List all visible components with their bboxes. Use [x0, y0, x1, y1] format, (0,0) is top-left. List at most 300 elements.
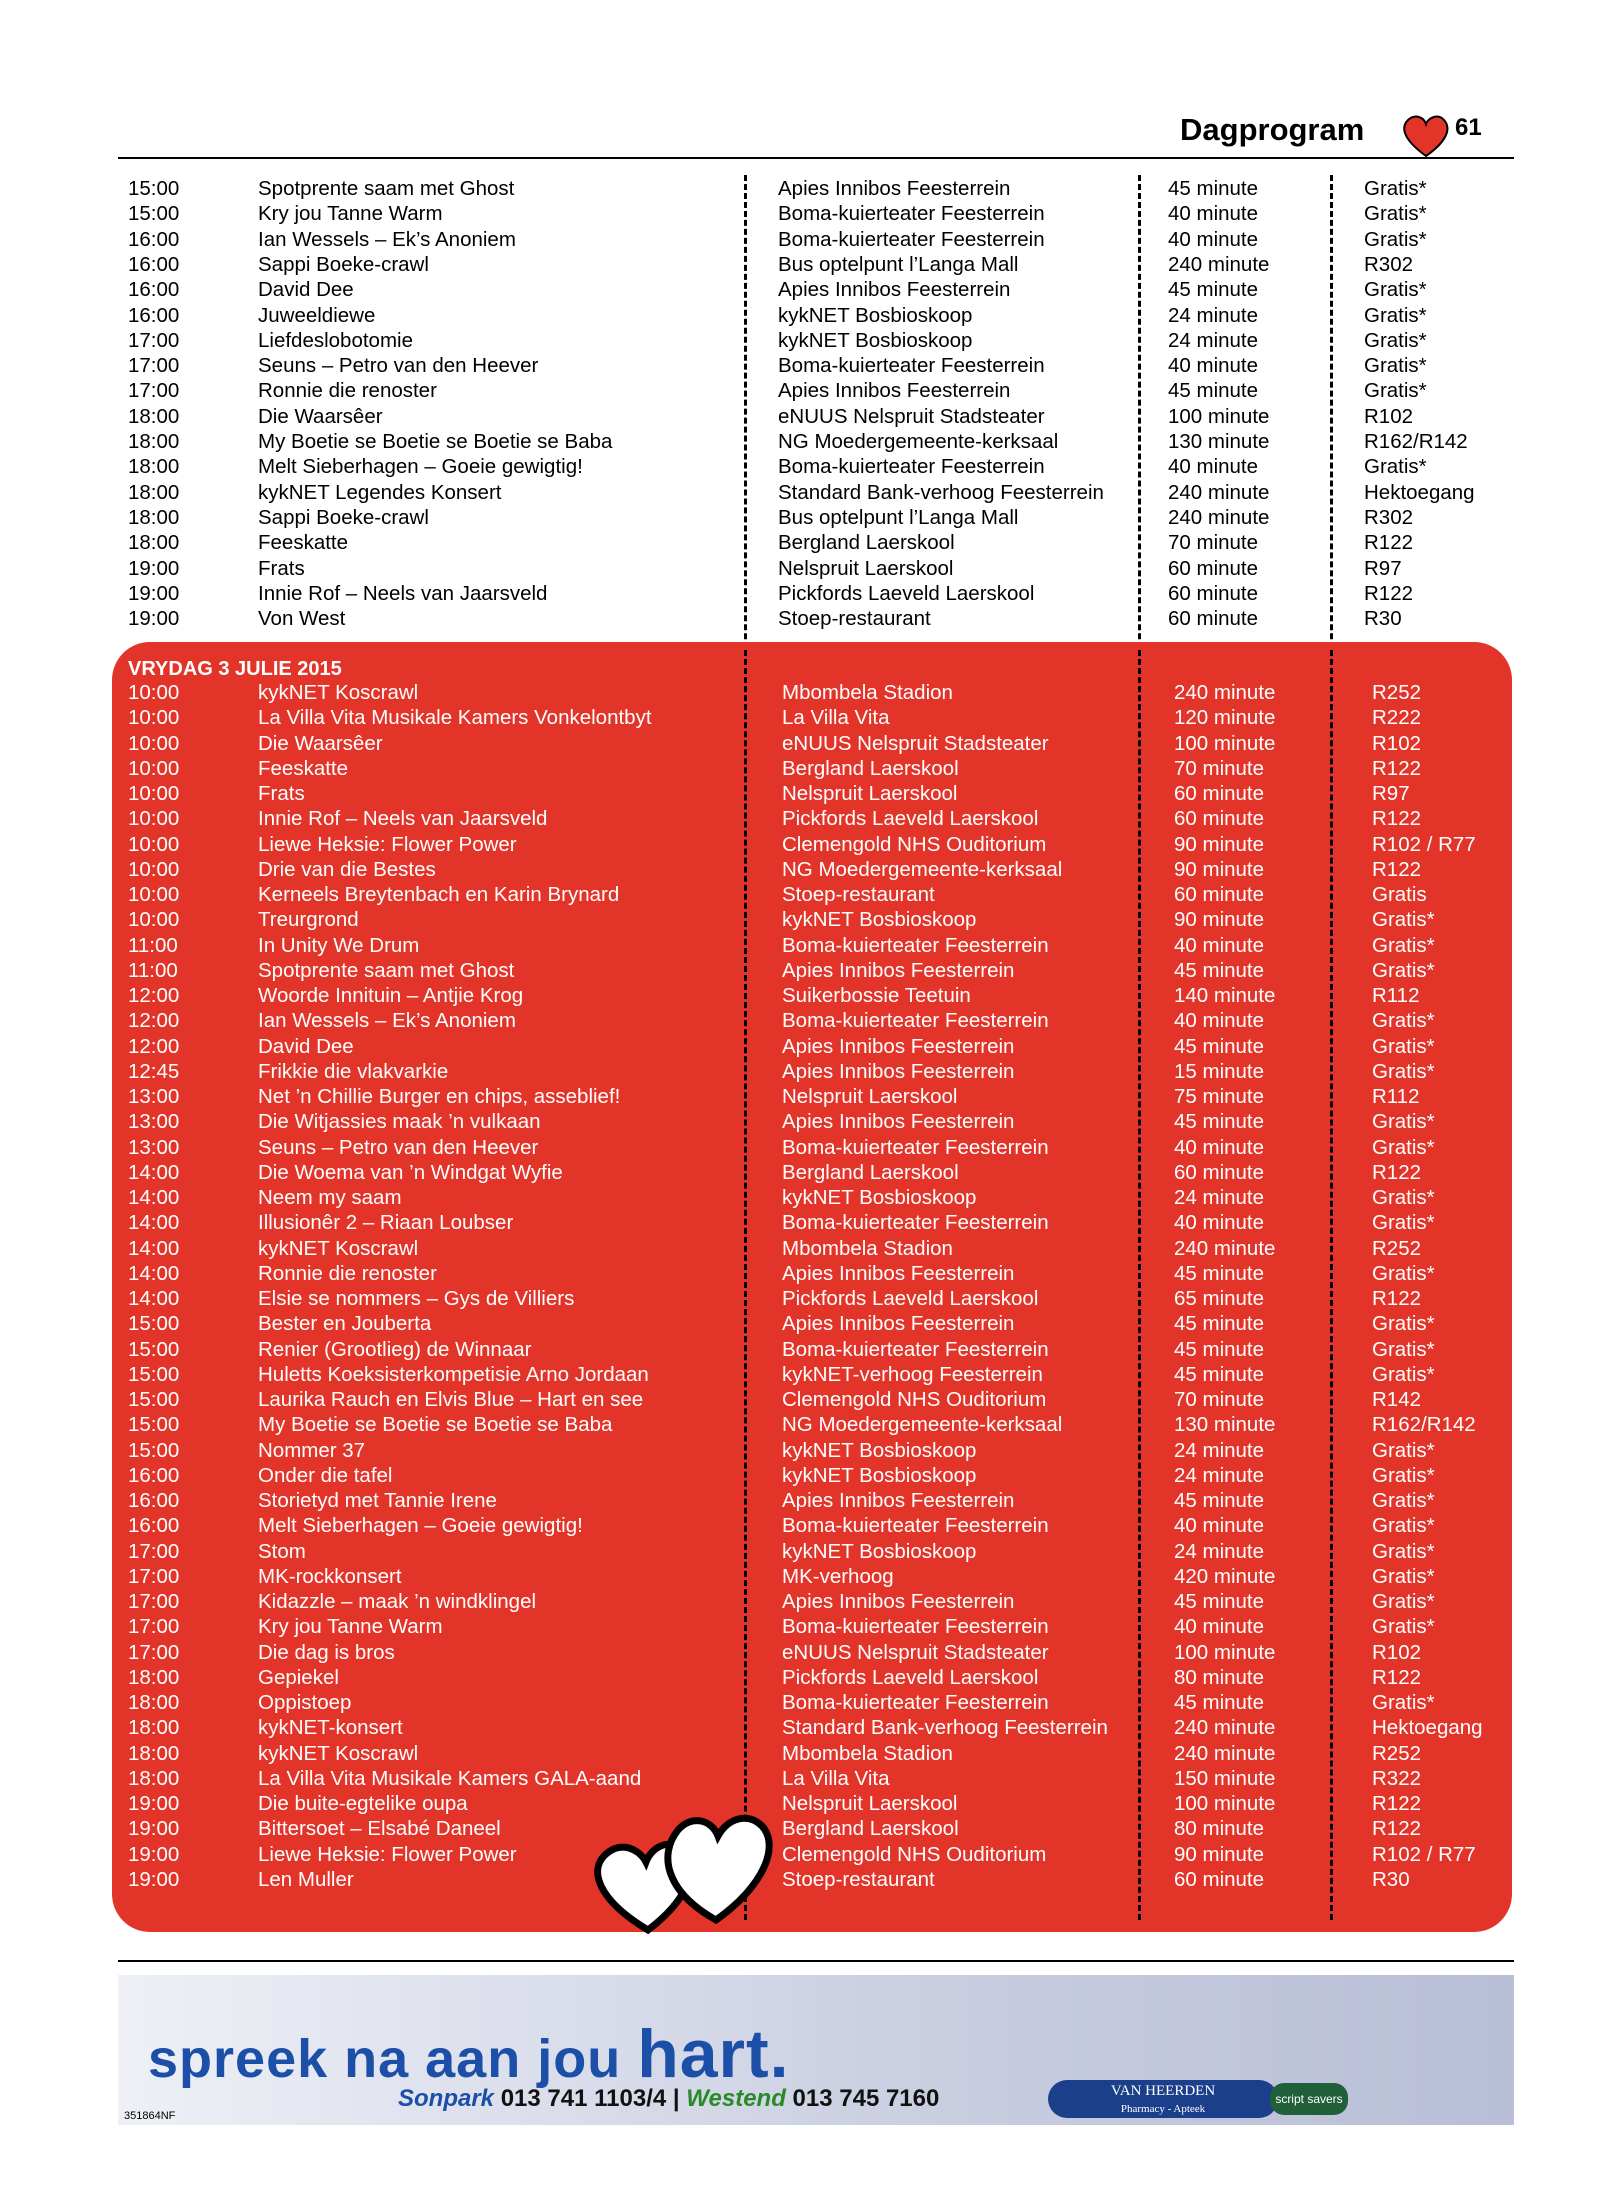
- duration-cell: 80 minute: [1174, 1817, 1265, 1841]
- time-cell: 19:00: [128, 556, 180, 580]
- time-cell: 14:00: [128, 1186, 180, 1209]
- divider-2-red: [1138, 650, 1141, 1920]
- duration-cell: 15 minute: [1174, 1059, 1265, 1083]
- event-cell: kykNET Koscrawl: [258, 1236, 419, 1260]
- schedule-row: [112, 1488, 1614, 1513]
- time-cell: 19:00: [128, 607, 180, 631]
- advertisement-banner: [118, 1975, 1514, 2125]
- event-cell: Frats: [258, 556, 305, 580]
- venue-cell: Clemengold NHS Ouditorium: [782, 832, 1047, 856]
- price-cell: R122: [1372, 1287, 1422, 1310]
- price-cell: Gratis*: [1372, 1312, 1435, 1336]
- schedule-row: [0, 303, 1614, 328]
- venue-cell: kykNET-verhoog Feesterrein: [782, 1362, 1043, 1386]
- event-cell: Feeskatte: [258, 756, 349, 780]
- ad-phones: Sonpark 013 741 1103/4 | Westend 013 745 7160: [398, 2085, 940, 2112]
- venue-cell: Mbombela Stadion: [782, 1236, 953, 1260]
- price-cell: Hektoegang: [1372, 1716, 1483, 1740]
- duration-cell: 60 minute: [1174, 1867, 1265, 1891]
- schedule-row: [112, 1614, 1614, 1639]
- duration-cell: 40 minute: [1174, 1135, 1265, 1159]
- venue-cell: Boma-kuierteater Feesterrein: [782, 1211, 1049, 1235]
- time-cell: 13:00: [128, 1135, 180, 1159]
- schedule-row: [112, 1589, 1614, 1614]
- event-cell: Gepiekel: [258, 1665, 339, 1689]
- hearts-decoration-icon: [588, 1800, 788, 1940]
- event-cell: Innie Rof – Neels van Jaarsveld: [258, 581, 548, 605]
- event-cell: Kry jou Tanne Warm: [258, 1615, 443, 1639]
- time-cell: 15:00: [128, 1388, 180, 1411]
- duration-cell: 90 minute: [1174, 857, 1265, 881]
- time-cell: 17:00: [128, 354, 180, 378]
- time-cell: 10:00: [128, 832, 180, 856]
- price-cell: Gratis*: [1364, 455, 1427, 479]
- page-header: [1180, 104, 1520, 164]
- price-cell: Gratis*: [1372, 1034, 1435, 1058]
- schedule-row: [112, 1311, 1614, 1336]
- time-cell: 18:00: [128, 480, 180, 504]
- schedule-row: [0, 454, 1614, 479]
- duration-cell: 150 minute: [1174, 1766, 1276, 1790]
- event-cell: Ronnie die renoster: [258, 1261, 437, 1285]
- price-cell: Gratis*: [1372, 1186, 1435, 1209]
- price-cell: Gratis*: [1364, 278, 1427, 302]
- schedule-row: [112, 1387, 1614, 1412]
- duration-cell: 60 minute: [1168, 581, 1259, 605]
- venue-cell: Pickfords Laeveld Laerskool: [782, 1665, 1039, 1689]
- event-cell: Neem my saam: [258, 1186, 402, 1209]
- duration-cell: 100 minute: [1174, 731, 1276, 755]
- event-cell: Laurika Rauch en Elvis Blue – Hart en see: [258, 1388, 644, 1411]
- time-cell: 18:00: [128, 1741, 180, 1765]
- price-cell: R122: [1372, 756, 1422, 780]
- duration-cell: 90 minute: [1174, 832, 1265, 856]
- venue-cell: Bus optelpunt l’Langa Mall: [778, 252, 1019, 276]
- footer-rule: [118, 1960, 1514, 1962]
- duration-cell: 130 minute: [1168, 430, 1270, 453]
- event-cell: MK-rockkonsert: [258, 1564, 402, 1588]
- event-cell: Spotprente saam met Ghost: [258, 177, 515, 200]
- venue-cell: Standard Bank-verhoog Feesterrein: [778, 480, 1104, 504]
- venue-cell: kykNET Bosbioskoop: [782, 1539, 977, 1563]
- schedule-row: [0, 378, 1614, 403]
- venue-cell: Boma-kuierteater Feesterrein: [778, 202, 1045, 226]
- venue-cell: Nelspruit Laerskool: [778, 556, 954, 580]
- ad-code: 351864NF: [124, 2110, 176, 2122]
- price-cell: Gratis*: [1372, 1337, 1435, 1361]
- price-cell: Gratis*: [1364, 379, 1427, 403]
- event-cell: Storietyd met Tannie Irene: [258, 1489, 497, 1512]
- price-cell: R30: [1372, 1867, 1410, 1891]
- event-cell: Net ’n Chillie Burger en chips, asseblief!: [258, 1085, 621, 1108]
- price-cell: R162/R142: [1364, 430, 1468, 453]
- event-cell: Frats: [258, 782, 305, 805]
- event-cell: Len Muller: [258, 1867, 354, 1891]
- event-cell: Kry jou Tanne Warm: [258, 202, 443, 226]
- price-cell: R302: [1364, 252, 1414, 276]
- price-cell: Gratis*: [1364, 354, 1427, 378]
- duration-cell: 70 minute: [1174, 756, 1265, 780]
- schedule-row: [112, 1261, 1614, 1286]
- event-cell: Bester en Jouberta: [258, 1312, 432, 1336]
- schedule-row: [112, 705, 1614, 730]
- time-cell: 18:00: [128, 1766, 180, 1790]
- time-cell: 19:00: [128, 581, 180, 605]
- event-cell: Drie van die Bestes: [258, 857, 436, 881]
- time-cell: 15:00: [128, 1312, 180, 1336]
- price-cell: R112: [1372, 1085, 1420, 1108]
- event-cell: My Boetie se Boetie se Boetie se Baba: [258, 430, 613, 453]
- schedule-row: [112, 680, 1614, 705]
- hearts-icon: [1398, 104, 1458, 164]
- schedule-row: [112, 857, 1614, 882]
- venue-cell: eNUUS Nelspruit Stadsteater: [782, 1640, 1049, 1664]
- event-cell: Die dag is bros: [258, 1640, 395, 1664]
- duration-cell: 40 minute: [1168, 455, 1259, 479]
- price-cell: R222: [1372, 706, 1422, 730]
- duration-cell: 100 minute: [1168, 404, 1270, 428]
- duration-cell: 24 minute: [1174, 1463, 1265, 1487]
- duration-cell: 90 minute: [1174, 1842, 1265, 1866]
- duration-cell: 45 minute: [1168, 278, 1259, 302]
- schedule-row: [112, 1438, 1614, 1463]
- schedule-row: [0, 176, 1614, 201]
- duration-cell: 45 minute: [1174, 1362, 1265, 1386]
- duration-cell: 60 minute: [1168, 556, 1259, 580]
- venue-cell: Apies Innibos Feesterrein: [782, 1034, 1015, 1058]
- time-cell: 17:00: [128, 1640, 180, 1664]
- time-cell: 18:00: [128, 1665, 180, 1689]
- schedule-row: [112, 1539, 1614, 1564]
- price-cell: R102 / R77: [1372, 1842, 1476, 1866]
- duration-cell: 40 minute: [1168, 354, 1259, 378]
- event-cell: Liewe Heksie: Flower Power: [258, 832, 517, 856]
- venue-cell: kykNET Bosbioskoop: [778, 303, 973, 327]
- venue-cell: MK-verhoog: [782, 1564, 894, 1588]
- venue-cell: kykNET Bosbioskoop: [782, 1463, 977, 1487]
- price-cell: R252: [1372, 1741, 1422, 1765]
- venue-cell: Bergland Laerskool: [782, 1160, 959, 1184]
- schedule-row: [0, 581, 1614, 606]
- venue-cell: Boma-kuierteater Feesterrein: [782, 1009, 1049, 1033]
- duration-cell: 45 minute: [1168, 379, 1259, 403]
- event-cell: Kidazzle – maak ’n windklingel: [258, 1590, 537, 1613]
- event-cell: Oppistoep: [258, 1691, 352, 1714]
- time-cell: 17:00: [128, 379, 180, 403]
- divider-3-red: [1330, 650, 1333, 1920]
- event-cell: Liewe Heksie: Flower Power: [258, 1842, 517, 1866]
- price-cell: Gratis*: [1372, 1110, 1435, 1134]
- price-cell: Gratis*: [1372, 1489, 1435, 1512]
- schedule-row: [0, 328, 1614, 353]
- event-cell: Ian Wessels – Ek’s Anoniem: [258, 1009, 516, 1033]
- time-cell: 14:00: [128, 1160, 180, 1184]
- duration-cell: 40 minute: [1174, 1211, 1265, 1235]
- venue-cell: Boma-kuierteater Feesterrein: [778, 227, 1045, 251]
- duration-cell: 45 minute: [1174, 958, 1265, 982]
- schedule-row: [112, 933, 1614, 958]
- price-cell: R112: [1372, 984, 1420, 1007]
- event-cell: Bittersoet – Elsabé Daneel: [258, 1817, 501, 1841]
- event-cell: Onder die tafel: [258, 1463, 393, 1487]
- schedule-row: [112, 1690, 1614, 1715]
- event-cell: Treurgrond: [258, 908, 359, 932]
- duration-cell: 130 minute: [1174, 1413, 1276, 1437]
- time-cell: 15:00: [128, 177, 180, 200]
- schedule-row: [0, 606, 1614, 631]
- price-cell: R122: [1372, 1665, 1422, 1689]
- schedule-row: [112, 756, 1614, 781]
- duration-cell: 240 minute: [1174, 1716, 1276, 1740]
- time-cell: 18:00: [128, 505, 180, 529]
- duration-cell: 90 minute: [1174, 908, 1265, 932]
- schedule-row: [112, 1008, 1614, 1033]
- schedule-row: [0, 227, 1614, 252]
- price-cell: R142: [1372, 1388, 1422, 1411]
- schedule-row: [112, 1160, 1614, 1185]
- price-cell: R122: [1364, 531, 1414, 555]
- venue-cell: Boma-kuierteater Feesterrein: [782, 1615, 1049, 1639]
- schedule-row: [0, 404, 1614, 429]
- time-cell: 19:00: [128, 1792, 180, 1815]
- duration-cell: 45 minute: [1174, 1312, 1265, 1336]
- schedule-row: [112, 1185, 1614, 1210]
- schedule-row: [112, 1791, 1614, 1816]
- event-cell: In Unity We Drum: [258, 933, 420, 957]
- duration-cell: 24 minute: [1174, 1438, 1265, 1462]
- friday-section: [112, 642, 1512, 1932]
- venue-cell: NG Moedergemeente-kerksaal: [782, 1413, 1063, 1437]
- page-number: 61: [1455, 114, 1482, 141]
- event-cell: La Villa Vita Musikale Kamers Vonkelontbyt: [258, 706, 652, 730]
- schedule-row: [112, 832, 1614, 857]
- time-cell: 17:00: [128, 1539, 180, 1563]
- time-cell: 11:00: [128, 933, 178, 957]
- schedule-row: [112, 907, 1614, 932]
- duration-cell: 70 minute: [1168, 531, 1259, 555]
- price-cell: Gratis*: [1372, 1438, 1435, 1462]
- duration-cell: 60 minute: [1168, 607, 1259, 631]
- schedule-row: [112, 1412, 1614, 1437]
- schedule-row: [112, 958, 1614, 983]
- price-cell: Gratis*: [1372, 1059, 1435, 1083]
- duration-cell: 24 minute: [1174, 1186, 1265, 1209]
- event-cell: kykNET Koscrawl: [258, 681, 419, 704]
- venue-cell: Pickfords Laeveld Laerskool: [778, 581, 1035, 605]
- event-cell: Seuns – Petro van den Heever: [258, 1135, 539, 1159]
- duration-cell: 45 minute: [1168, 177, 1259, 200]
- schedule-row: [112, 1210, 1614, 1235]
- schedule-row: [112, 1842, 1614, 1867]
- schedule-row: [112, 1665, 1614, 1690]
- venue-cell: Stoep-restaurant: [782, 883, 935, 906]
- ad-slogan: spreek na aan jou hart.: [148, 2016, 790, 2092]
- price-cell: R322: [1372, 1766, 1422, 1790]
- duration-cell: 120 minute: [1174, 706, 1276, 730]
- duration-cell: 75 minute: [1174, 1085, 1265, 1108]
- day-title: VRYDAG 3 JULIE 2015: [128, 658, 342, 680]
- duration-cell: 24 minute: [1168, 328, 1259, 352]
- price-cell: Gratis*: [1372, 1009, 1435, 1033]
- schedule-row: [112, 1741, 1614, 1766]
- duration-cell: 240 minute: [1174, 1236, 1276, 1260]
- venue-cell: kykNET Bosbioskoop: [782, 1186, 977, 1209]
- schedule-row: [112, 1715, 1614, 1740]
- time-cell: 17:00: [128, 1615, 180, 1639]
- venue-cell: Boma-kuierteater Feesterrein: [782, 1135, 1049, 1159]
- time-cell: 16:00: [128, 1489, 180, 1512]
- price-cell: Gratis*: [1372, 933, 1435, 957]
- header-rule: [118, 157, 1514, 159]
- venue-cell: Apies Innibos Feesterrein: [782, 1489, 1015, 1512]
- duration-cell: 40 minute: [1168, 202, 1259, 226]
- venue-cell: Bergland Laerskool: [782, 756, 959, 780]
- event-cell: Ian Wessels – Ek’s Anoniem: [258, 227, 516, 251]
- venue-cell: Boma-kuierteater Feesterrein: [782, 1691, 1049, 1714]
- divider-1-red: [744, 650, 747, 1920]
- schedule-row: [112, 1564, 1614, 1589]
- price-cell: Gratis*: [1372, 1362, 1435, 1386]
- venue-cell: Boma-kuierteater Feesterrein: [778, 354, 1045, 378]
- page-title: Dagprogram: [1180, 112, 1365, 147]
- duration-cell: 60 minute: [1174, 883, 1265, 906]
- event-cell: David Dee: [258, 278, 354, 302]
- venue-cell: Apies Innibos Feesterrein: [782, 958, 1015, 982]
- time-cell: 19:00: [128, 1842, 180, 1866]
- schedule-row: [112, 1236, 1614, 1261]
- schedule-row: [0, 353, 1614, 378]
- venue-cell: eNUUS Nelspruit Stadsteater: [778, 404, 1045, 428]
- time-cell: 18:00: [128, 1691, 180, 1714]
- schedule-row: [112, 1084, 1614, 1109]
- venue-cell: Bergland Laerskool: [778, 531, 955, 555]
- time-cell: 14:00: [128, 1287, 180, 1310]
- price-cell: Gratis: [1372, 883, 1427, 906]
- venue-cell: La Villa Vita: [782, 1766, 890, 1790]
- price-cell: R122: [1372, 1817, 1422, 1841]
- venue-cell: Mbombela Stadion: [782, 1741, 953, 1765]
- schedule-row: [112, 1362, 1614, 1387]
- schedule-row: [112, 1513, 1614, 1538]
- event-cell: Liefdeslobotomie: [258, 328, 413, 352]
- price-cell: Gratis*: [1364, 202, 1427, 226]
- schedule-row: [0, 556, 1614, 581]
- time-cell: 16:00: [128, 303, 180, 327]
- time-cell: 17:00: [128, 328, 180, 352]
- van-heerden-logo: VAN HEERDEN Pharmacy - Apteek: [1048, 2080, 1278, 2118]
- price-cell: R252: [1372, 1236, 1422, 1260]
- price-cell: R122: [1372, 807, 1422, 831]
- event-cell: kykNET Koscrawl: [258, 1741, 419, 1765]
- price-cell: Gratis*: [1372, 1514, 1435, 1538]
- duration-cell: 140 minute: [1174, 984, 1276, 1007]
- duration-cell: 60 minute: [1174, 782, 1265, 805]
- time-cell: 16:00: [128, 252, 180, 276]
- duration-cell: 240 minute: [1168, 252, 1270, 276]
- schedule-row: [112, 731, 1614, 756]
- event-cell: Juweeldiewe: [258, 303, 376, 327]
- schedule-row: [112, 1286, 1614, 1311]
- event-cell: Von West: [258, 607, 346, 631]
- venue-cell: Apies Innibos Feesterrein: [778, 379, 1011, 403]
- event-cell: My Boetie se Boetie se Boetie se Baba: [258, 1413, 613, 1437]
- time-cell: 16:00: [128, 1514, 180, 1538]
- duration-cell: 70 minute: [1174, 1388, 1265, 1411]
- venue-cell: Stoep-restaurant: [782, 1867, 935, 1891]
- duration-cell: 240 minute: [1168, 505, 1270, 529]
- time-cell: 12:00: [128, 984, 180, 1007]
- schedule-row: [112, 806, 1614, 831]
- event-cell: Sappi Boeke-crawl: [258, 505, 429, 529]
- price-cell: Gratis*: [1372, 1691, 1435, 1714]
- duration-cell: 40 minute: [1174, 1615, 1265, 1639]
- price-cell: Gratis*: [1372, 958, 1435, 982]
- time-cell: 10:00: [128, 857, 180, 881]
- time-cell: 19:00: [128, 1817, 180, 1841]
- venue-cell: kykNET Bosbioskoop: [782, 1438, 977, 1462]
- duration-cell: 45 minute: [1174, 1261, 1265, 1285]
- price-cell: Gratis*: [1364, 177, 1427, 200]
- duration-cell: 45 minute: [1174, 1337, 1265, 1361]
- event-cell: Die Waarsêer: [258, 404, 383, 428]
- schedule-row: [112, 1463, 1614, 1488]
- schedule-row: [112, 1034, 1614, 1059]
- venue-cell: Bus optelpunt l’Langa Mall: [778, 505, 1019, 529]
- venue-cell: Standard Bank-verhoog Feesterrein: [782, 1716, 1108, 1740]
- duration-cell: 45 minute: [1174, 1691, 1265, 1714]
- script-savers-logo: script savers: [1270, 2083, 1348, 2115]
- price-cell: R97: [1364, 556, 1402, 580]
- time-cell: 15:00: [128, 202, 180, 226]
- venue-cell: Nelspruit Laerskool: [782, 782, 958, 805]
- time-cell: 16:00: [128, 1463, 180, 1487]
- time-cell: 17:00: [128, 1590, 180, 1613]
- schedule-row: [112, 1816, 1614, 1841]
- duration-cell: 100 minute: [1174, 1640, 1276, 1664]
- venue-cell: Apies Innibos Feesterrein: [782, 1110, 1015, 1134]
- duration-cell: 45 minute: [1174, 1110, 1265, 1134]
- time-cell: 14:00: [128, 1211, 180, 1235]
- time-cell: 10:00: [128, 908, 180, 932]
- price-cell: Gratis*: [1364, 328, 1427, 352]
- time-cell: 10:00: [128, 706, 180, 730]
- price-cell: Gratis*: [1372, 1539, 1435, 1563]
- schedule-row: [112, 1109, 1614, 1134]
- duration-cell: 65 minute: [1174, 1287, 1265, 1310]
- event-cell: Frikkie die vlakvarkie: [258, 1059, 449, 1083]
- schedule-row: [0, 201, 1614, 226]
- event-cell: Die Waarsêer: [258, 731, 383, 755]
- time-cell: 18:00: [128, 1716, 180, 1740]
- price-cell: Gratis*: [1364, 303, 1427, 327]
- duration-cell: 45 minute: [1174, 1489, 1265, 1512]
- event-cell: Die Witjassies maak ’n vulkaan: [258, 1110, 541, 1134]
- venue-cell: Pickfords Laeveld Laerskool: [782, 807, 1039, 831]
- time-cell: 16:00: [128, 278, 180, 302]
- event-cell: Melt Sieberhagen – Goeie gewigtig!: [258, 455, 583, 479]
- duration-cell: 240 minute: [1174, 1741, 1276, 1765]
- time-cell: 15:00: [128, 1362, 180, 1386]
- event-cell: Kerneels Breytenbach en Karin Brynard: [258, 883, 620, 906]
- schedule-row: [112, 781, 1614, 806]
- duration-cell: 60 minute: [1174, 1160, 1265, 1184]
- price-cell: R122: [1372, 1160, 1422, 1184]
- event-cell: Feeskatte: [258, 531, 349, 555]
- price-cell: R97: [1372, 782, 1410, 805]
- event-cell: Spotprente saam met Ghost: [258, 958, 515, 982]
- time-cell: 11:00: [128, 958, 178, 982]
- event-cell: Illusionêr 2 – Riaan Loubser: [258, 1211, 514, 1235]
